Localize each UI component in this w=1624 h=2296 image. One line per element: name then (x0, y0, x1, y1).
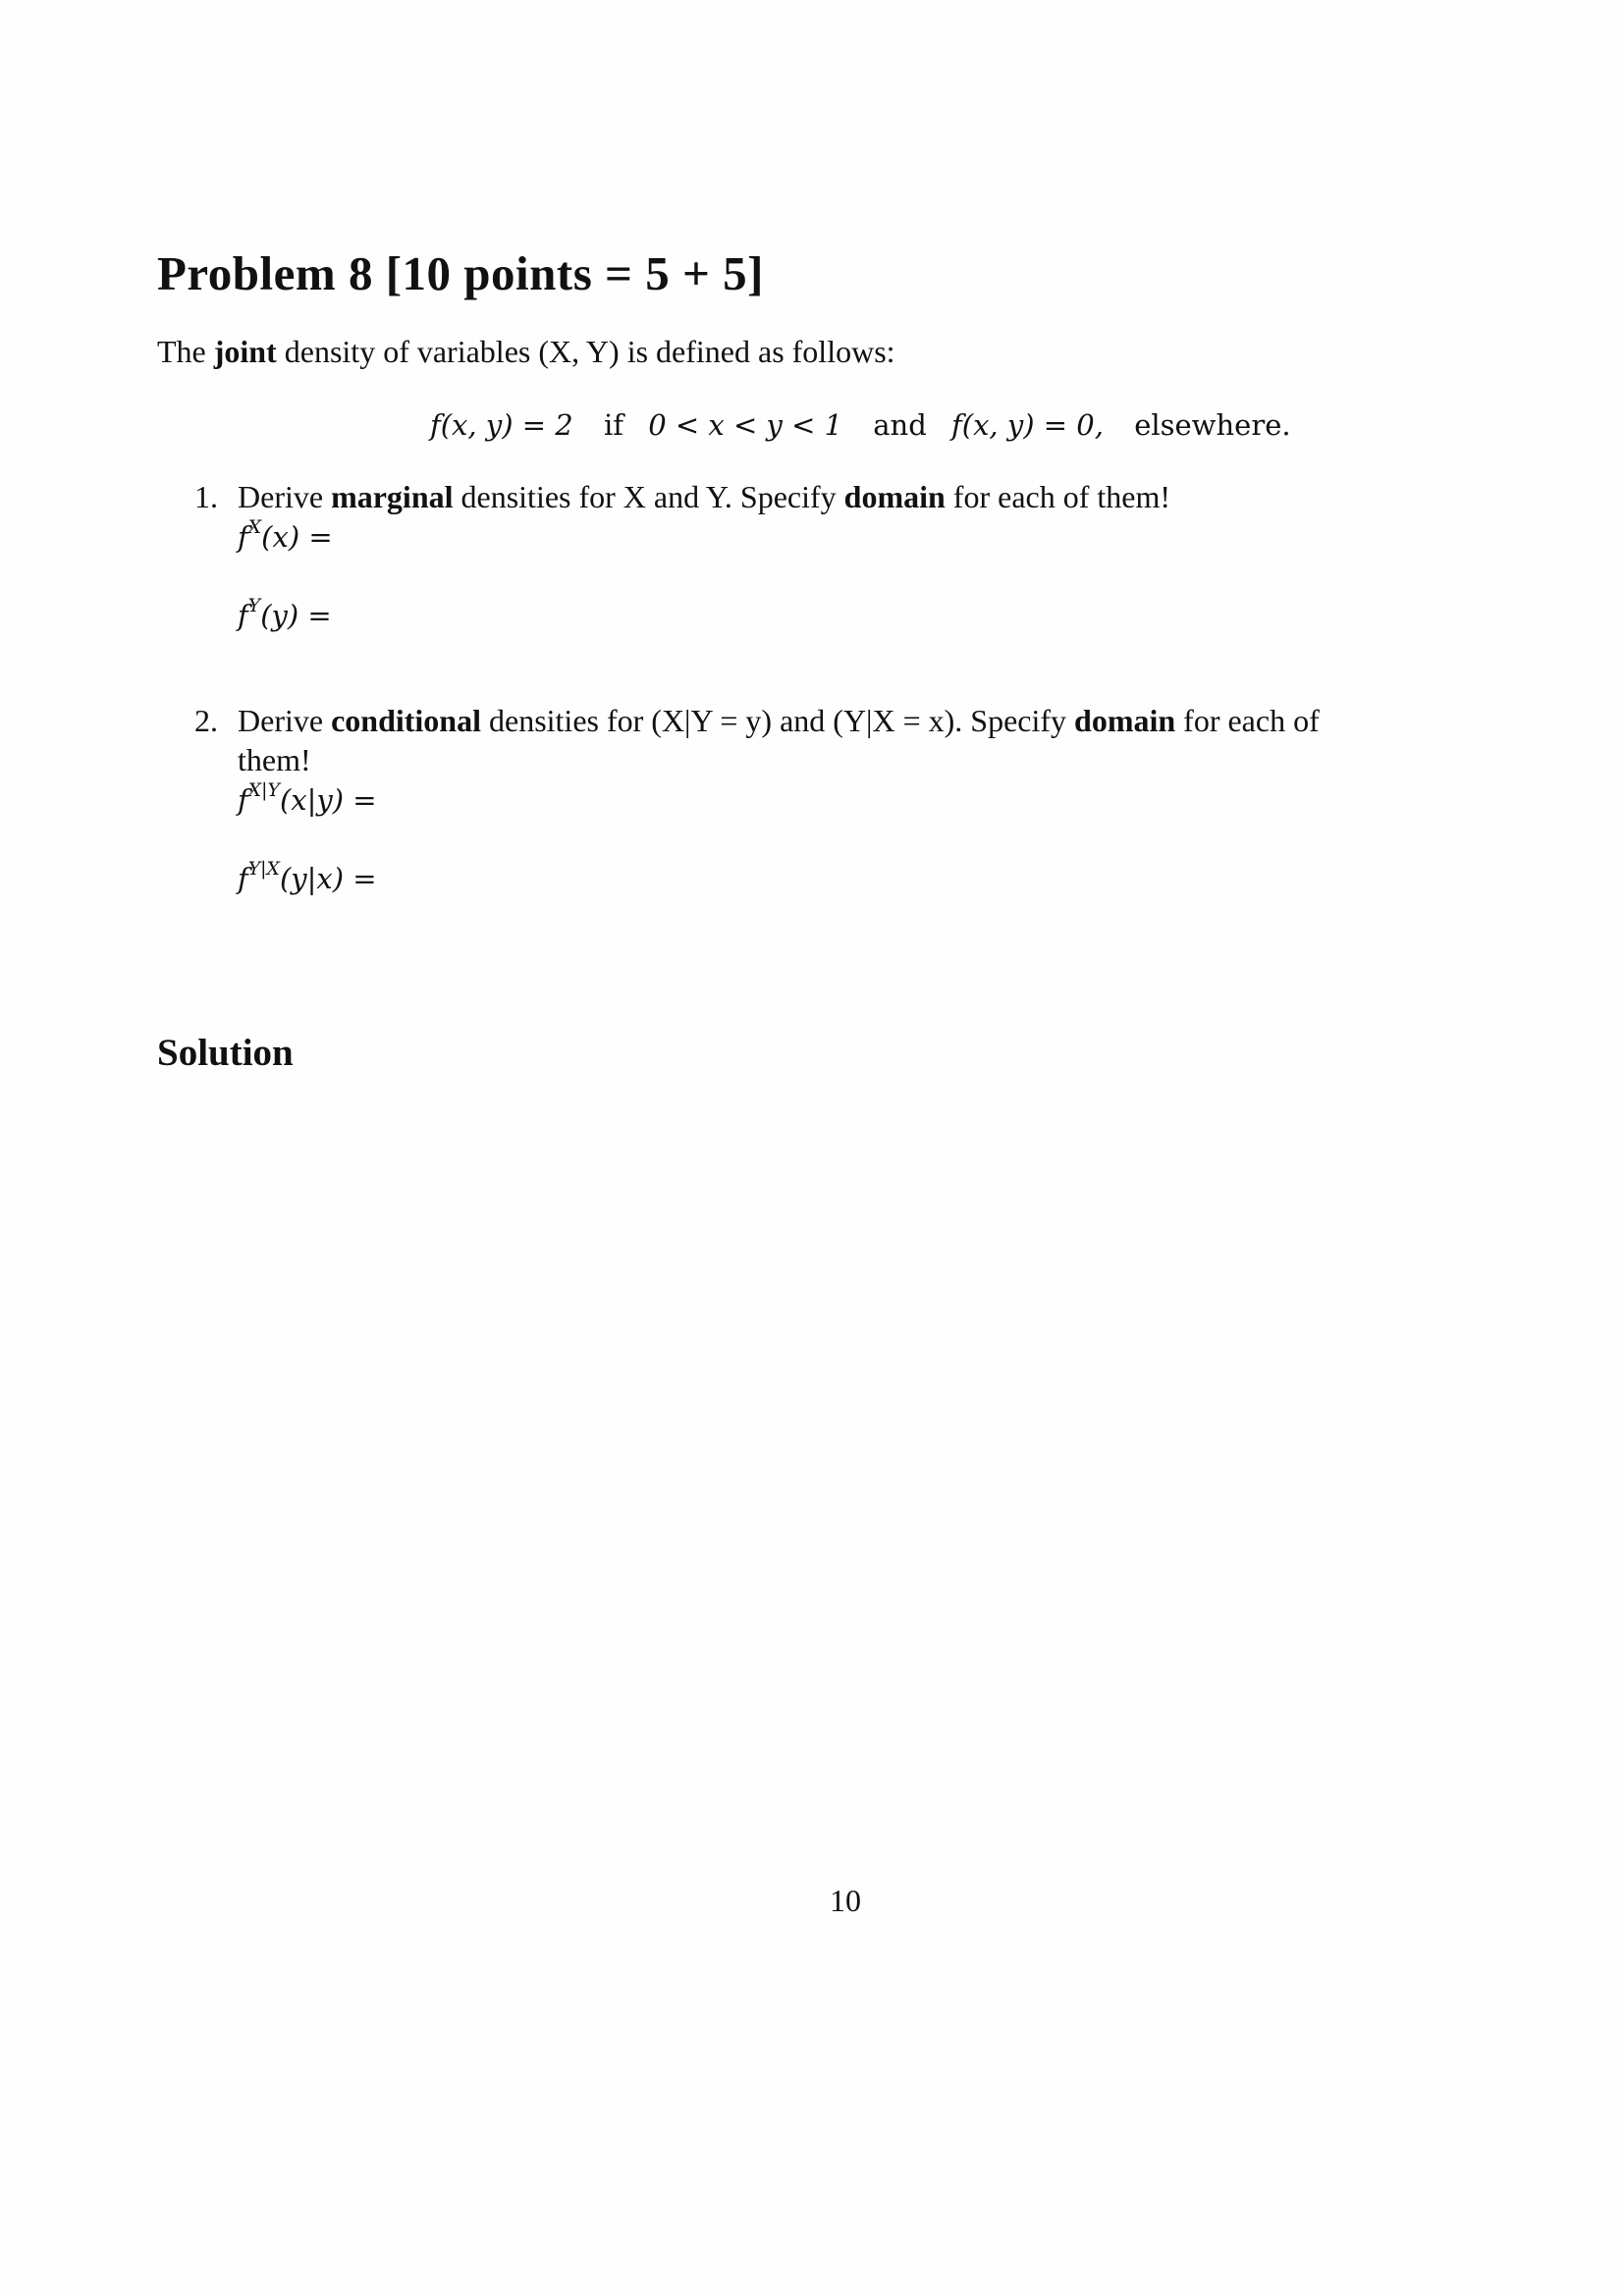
item-1-bold-domain: domain (843, 479, 946, 514)
fxy-base: f (238, 783, 248, 817)
fxy-sup: X|Y (247, 779, 280, 801)
fyx-base: f (238, 862, 248, 895)
item-1-bold-marginal: marginal (331, 479, 454, 514)
fy-sup: Y (247, 595, 261, 616)
intro-prefix: The (157, 334, 214, 369)
fy-base: f (238, 599, 248, 632)
item-1-suffix: for each of them! (945, 479, 1171, 514)
fyx-sup: Y|X (247, 858, 280, 880)
definition-condition: 0 < x < y < 1 (648, 408, 843, 442)
item-2-number: 2. (194, 703, 218, 738)
page-number: 10 (830, 1883, 861, 1918)
conditional-fyx-line (238, 858, 377, 895)
item-1-number: 1. (194, 479, 218, 514)
item-2-bold-conditional: conditional (331, 703, 481, 738)
definition-lhs: f(x, y) = 2 (430, 408, 573, 442)
item-1-prefix: Derive (238, 479, 332, 514)
fx-sup: X (247, 516, 262, 538)
item-2-suffix: for each of (1175, 703, 1320, 738)
fxy-rest: (x|y) = (279, 783, 377, 817)
fy-rest: (y) = (260, 599, 332, 632)
marginal-fx-line (238, 516, 333, 554)
conditional-fxy-line (238, 779, 377, 817)
definition-elsewhere: elsewhere. (1134, 408, 1291, 442)
intro-paragraph (157, 334, 895, 370)
marginal-fy-line (238, 595, 332, 632)
item-2-prefix: Derive (238, 703, 332, 738)
fyx-rest: (y|x) = (279, 862, 377, 895)
item-2-text (238, 703, 1320, 739)
item-1-text (238, 479, 1170, 515)
item-2-bold-domain: domain (1074, 703, 1176, 738)
intro-bold-joint: joint (213, 334, 277, 369)
definition-if: if (603, 408, 623, 442)
fx-rest: (x) = (261, 520, 333, 554)
item-2-continuation: them! (238, 742, 311, 777)
fx-base: f (238, 520, 248, 554)
definition-rhs: f(x, y) = 0, (951, 408, 1104, 442)
problem-title: Problem 8 [10 points = 5 + 5] (157, 246, 764, 300)
solution-heading: Solution (157, 1032, 294, 1074)
item-2-middle: densities for (X|Y = y) and (Y|X = x). Specify (480, 703, 1075, 738)
definition-and: and (873, 408, 927, 442)
definition-equation (430, 408, 1291, 442)
intro-suffix: density of variables (X, Y) is defined as follows: (276, 334, 895, 369)
item-1-middle: densities for X and Y. Specify (453, 479, 844, 514)
